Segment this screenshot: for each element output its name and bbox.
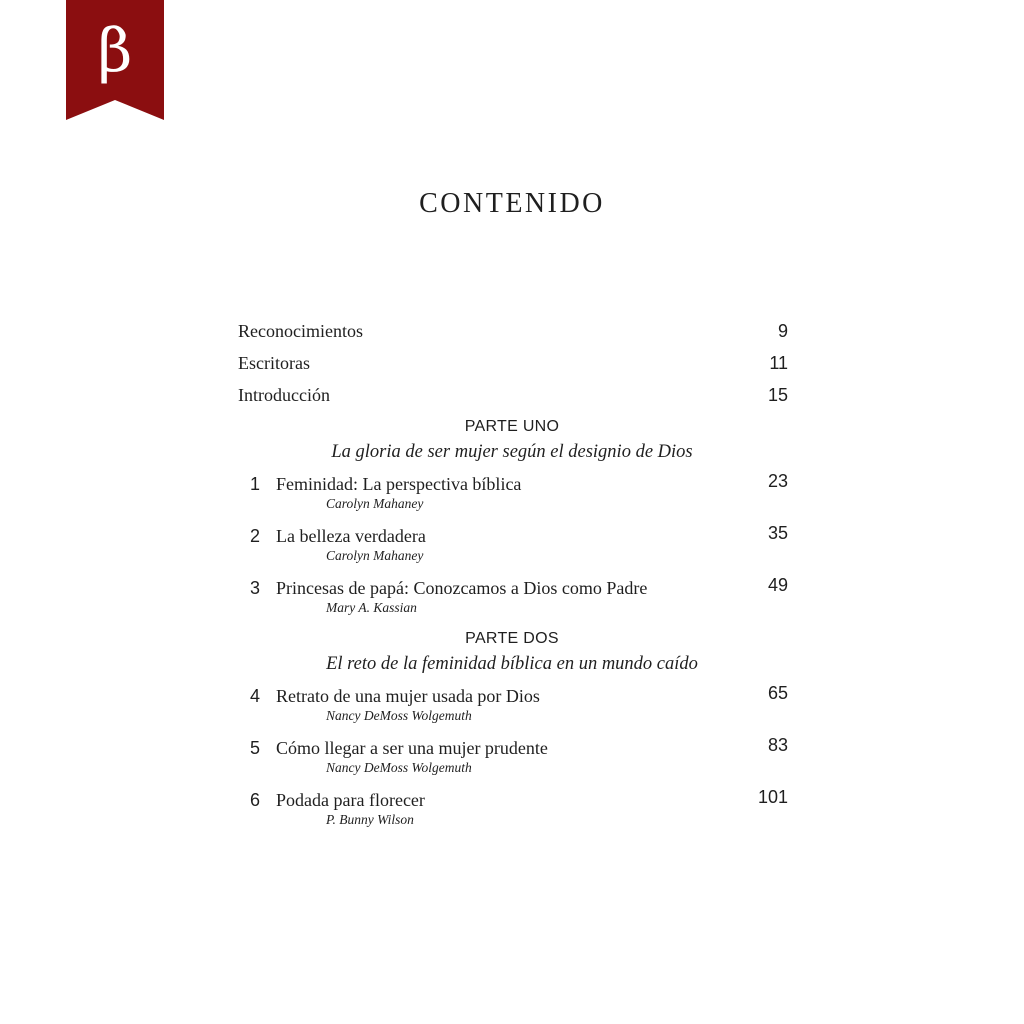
toc-chapter-entry [238,575,788,623]
toc-entry-escritoras [238,350,788,376]
page-title: CONTENIDO [419,188,605,219]
toc-page-number: 83 [767,735,788,755]
chapter-title: Princesas de papá: Conozcamos a Dios como Padre [276,578,648,598]
part-heading: PARTE UNO [464,418,560,435]
part-subtitle: La gloria de ser mujer según el designio de Dios [331,442,693,462]
toc-page-number: 35 [767,523,788,543]
toc-entry-label: Reconocimientos [238,321,363,341]
chapter-number: 5 [250,738,261,758]
part-heading: PARTE DOS [465,630,559,647]
toc-chapter-entry [238,735,788,783]
chapter-title: Feminidad: La perspectiva bíblica [276,474,522,494]
toc-page-number: 9 [777,321,788,341]
toc-page-number: 65 [767,683,788,703]
chapter-title: Cómo llegar a ser una mujer prudente [276,738,548,758]
toc-entry-introduccion [238,382,788,408]
toc-page-number: 15 [767,385,788,405]
toc-chapter-entry [238,471,788,519]
beta-logo-icon: β [97,16,133,86]
chapter-author: P. Bunny Wilson [326,812,414,827]
toc-entry-label: Introducción [238,385,330,405]
chapter-number: 3 [250,578,261,598]
part-subtitle: El reto de la feminidad bíblica en un mundo caído [326,654,698,674]
toc-chapter-entry [238,787,788,835]
chapter-title: La belleza verdadera [276,526,426,546]
toc-page-number: 49 [767,575,788,595]
toc-entry-label: Escritoras [238,353,310,373]
chapter-number: 6 [250,790,261,810]
chapter-author: Carolyn Mahaney [326,496,424,511]
chapter-number: 1 [250,474,261,494]
chapter-number: 2 [250,526,261,546]
chapter-title: Podada para florecer [276,790,425,810]
toc-entry-reconocimientos [238,318,788,344]
toc-page-number: 11 [769,353,788,373]
chapter-author: Nancy DeMoss Wolgemuth [326,760,472,775]
chapter-number: 4 [250,686,261,706]
chapter-title: Retrato de una mujer usada por Dios [276,686,540,706]
chapter-author: Nancy DeMoss Wolgemuth [326,708,472,723]
toc-chapter-entry [238,523,788,571]
toc-chapter-entry [238,683,788,731]
toc-page-number: 101 [757,787,788,807]
chapter-author: Carolyn Mahaney [326,548,424,563]
toc-page-number: 23 [767,471,788,491]
chapter-author: Mary A. Kassian [326,600,417,615]
